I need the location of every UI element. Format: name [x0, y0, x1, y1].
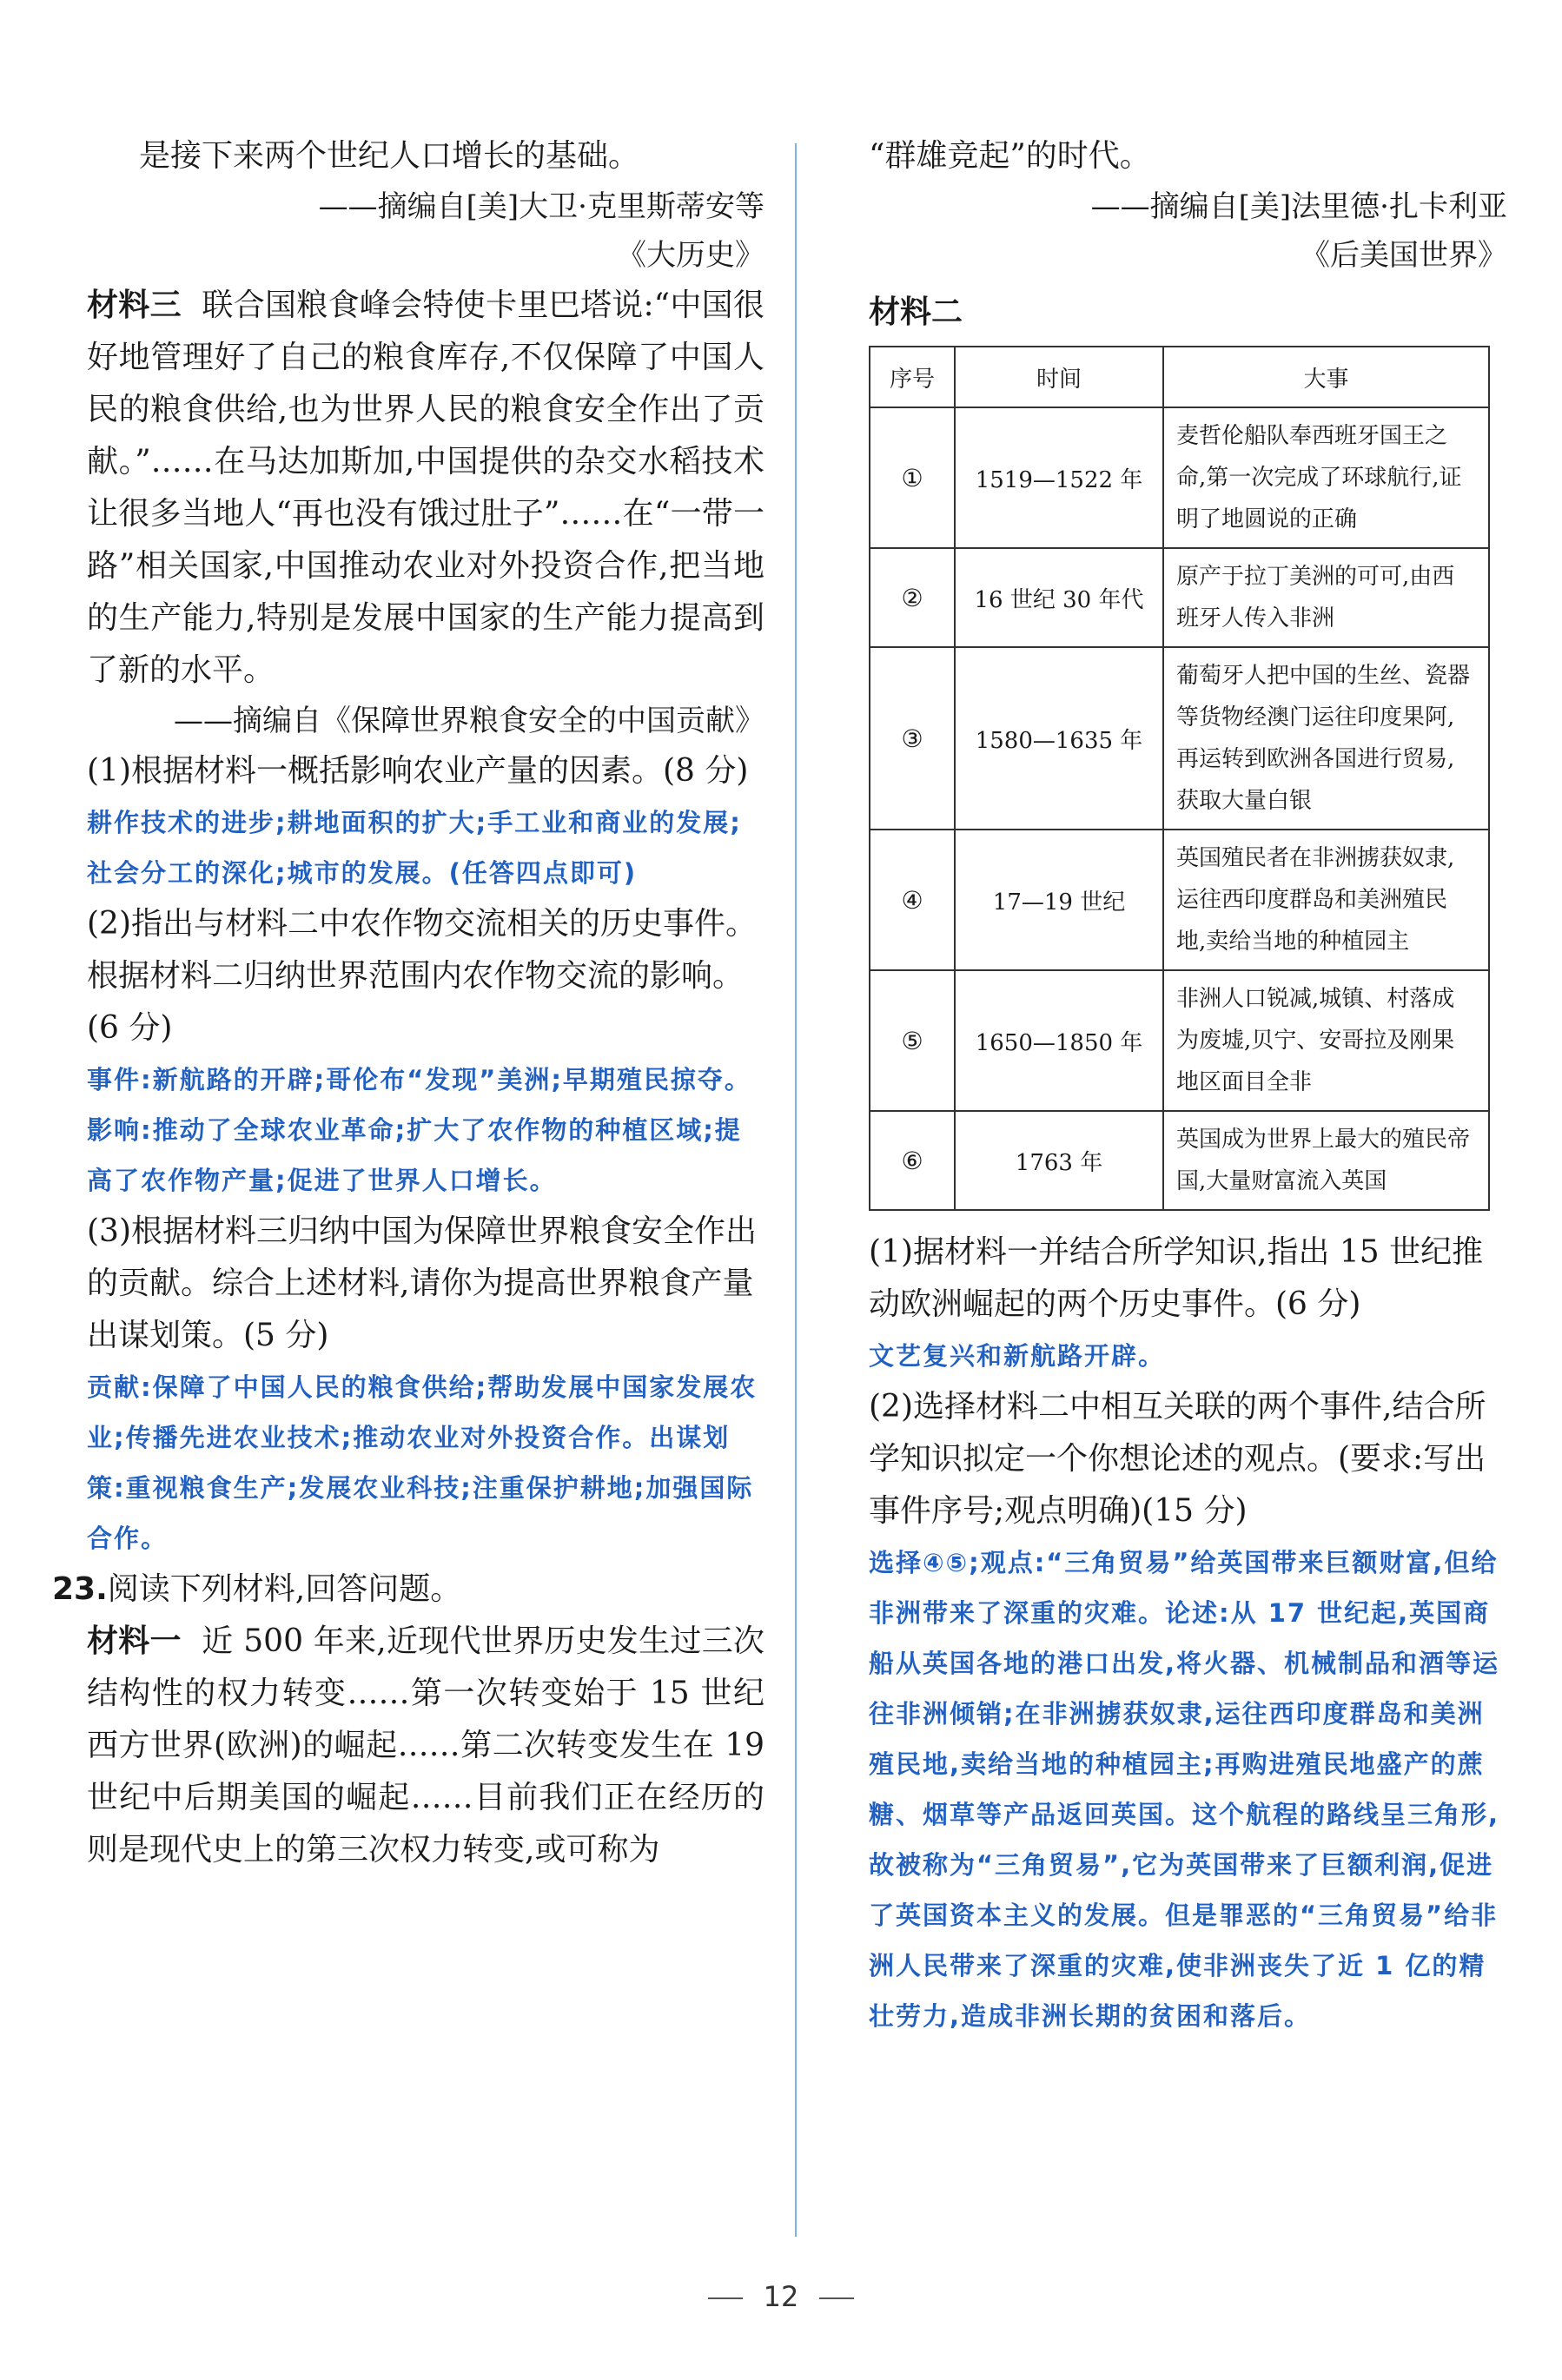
material-one-label: 材料一 [87, 1623, 182, 1659]
table-row [870, 830, 1489, 970]
table-row [870, 970, 1489, 1111]
answer-2: 事件:新航路的开辟;哥伦布“发现”美洲;早期殖民掠夺。影响:推动了全球农业革命;扩大了农作物的种植区域;提高了农作物产量;促进了世界人口增长。 [87, 1065, 751, 1195]
cell-index: ⑤ [870, 970, 955, 1111]
cell-event: 麦哲伦船队奉西班牙国王之命,第一次完成了环球航行,证明了地圆说的正确 [1163, 407, 1489, 548]
page-number-dash-left [708, 2297, 743, 2299]
material-three-label: 材料三 [87, 288, 182, 323]
cell-event: 葡萄牙人把中国的生丝、瓷器等货物经澳门运往印度果阿,再运转到欧洲各国进行贸易,获取大量白银 [1163, 647, 1489, 830]
left-column [52, 130, 764, 1876]
source-book-title: 《大历史》 [617, 238, 764, 273]
cell-index: ④ [870, 830, 955, 970]
cell-time: 16 世纪 30 年代 [955, 548, 1163, 647]
question-23-2: (2)选择材料二中相互关联的两个事件,结合所学知识拟定一个你想论述的观点。(要求:写出事件序号;观点明确)(15 分) [869, 1389, 1486, 1529]
material-three-text: 联合国粮食峰会特使卡里巴塔说:“中国很好地管理好了自己的粮食库存,不仅保障了中国人民的粮食供给,也为世界人民的粮食安全作出了贡献。”……在马达加斯加,中国提供的杂交水稻技术让很多当地人“再也没有饿过肚子”……在“一带一路”相关国家,中国推动农业对外投资合作,把当地的生产能力,特别是发展中国家的生产能力提高到了新的水平。 [87, 288, 764, 688]
question-23-title: 阅读下列材料,回答问题。 [107, 1571, 462, 1607]
events-table [869, 346, 1490, 1211]
cell-index: ① [870, 407, 955, 548]
source-attribution: ——摘编自[美]大卫·克里斯蒂安等 [318, 189, 764, 224]
question-number: 23. [52, 1571, 108, 1607]
answer-23-1: 文艺复兴和新航路开辟。 [869, 1341, 1166, 1371]
material-one-text: 近 500 年来,近现代世界历史发生过三次结构性的权力转变……第一次转变始于 15 世纪西方世界(欧洲)的崛起……第二次转变发生在 19 世纪中后期美国的崛起……目前我们正在经历的则是现代史上的第三次权力转变,或可称为 [87, 1623, 764, 1868]
answer-23-2: 选择④⑤;观点:“三角贸易”给英国带来巨额财富,但给非洲带来了深重的灾难。论述:从 17 世纪起,英国商船从英国各地的港口出发,将火器、机械制品和酒等运往非洲倾销;在非洲掳获奴隶,运往西印度群岛和美洲殖民地,卖给当地的种植园主;再购进殖民地盛产的蔗糖、烟草等产品返回英国。这个航程的路线呈三角形,故被称为“三角贸易”,它为英国带来了巨额利润,促进了英国资本主义的发展。但是罪恶的“三角贸易”给非洲人民带来了深重的灾难,使非洲丧失了近 1 亿的精壮劳力,造成非洲长期的贫困和落后。 [869, 1548, 1500, 2031]
cell-event: 英国成为世界上最大的殖民帝国,大量财富流入英国 [1163, 1111, 1489, 1210]
right-column [869, 130, 1507, 2041]
column-divider [795, 143, 797, 2237]
page-number-text: 12 [763, 2280, 799, 2313]
header-index: 序号 [870, 347, 955, 407]
header-time: 时间 [955, 347, 1163, 407]
cell-time: 1519—1522 年 [955, 407, 1163, 548]
cell-index: ② [870, 548, 955, 647]
source-attribution-3: ——摘编自《保障世界粮食安全的中国贡献》 [174, 704, 764, 738]
question-2: (2)指出与材料二中农作物交流相关的历史事件。根据材料二归纳世界范围内农作物交流的影响。(6 分) [87, 906, 757, 1046]
question-23-heading [52, 1564, 764, 1616]
table-header-row [870, 347, 1489, 407]
cell-time: 1580—1635 年 [955, 647, 1163, 830]
page-number [0, 2280, 1562, 2313]
source-attribution-right: ——摘编自[美]法里德·扎卡利亚 [1090, 189, 1507, 224]
cell-time: 1650—1850 年 [955, 970, 1163, 1111]
material-three [87, 280, 764, 697]
cell-event: 非洲人口锐减,城镇、村落成为废墟,贝宁、安哥拉及刚果地区面目全非 [1163, 970, 1489, 1111]
cell-time: 1763 年 [955, 1111, 1163, 1210]
question-1: (1)根据材料一概括影响农业产量的因素。(8 分) [87, 753, 749, 789]
cell-index: ③ [870, 647, 955, 830]
table-row [870, 647, 1489, 830]
source-book-title-right: 《后美国世界》 [1301, 238, 1507, 273]
table-row [870, 407, 1489, 548]
question-23-1: (1)据材料一并结合所学知识,指出 15 世纪推动欧洲崛起的两个历史事件。(6 分) [869, 1234, 1484, 1322]
cell-index: ⑥ [870, 1111, 955, 1210]
table-row [870, 548, 1489, 647]
header-event: 大事 [1163, 347, 1489, 407]
material-one [87, 1616, 764, 1876]
intro-line: 是接下来两个世纪人口增长的基础。 [139, 138, 640, 174]
question-3: (3)根据材料三归纳中国为保障世界粮食安全作出的贡献。综合上述材料,请你为提高世界粮食产量出谋划策。(5 分) [87, 1213, 757, 1353]
answer-3: 贡献:保障了中国人民的粮食供给;帮助发展中国家发展农业;传播先进农业技术;推动农业对外投资合作。出谋划策:重视粮食生产;发展农业科技;注重保护耕地;加强国际合作。 [87, 1372, 758, 1553]
continuation-line: “群雄竞起”的时代。 [869, 138, 1151, 174]
answer-1: 耕作技术的进步;耕地面积的扩大;手工业和商业的发展;社会分工的深化;城市的发展。(任答四点即可) [87, 808, 742, 888]
material-two-label: 材料二 [869, 294, 963, 330]
cell-event: 英国殖民者在非洲掳获奴隶,运往西印度群岛和美洲殖民地,卖给当地的种植园主 [1163, 830, 1489, 970]
cell-event: 原产于拉丁美洲的可可,由西班牙人传入非洲 [1163, 548, 1489, 647]
page-number-dash-right [819, 2297, 854, 2299]
table-row [870, 1111, 1489, 1210]
cell-time: 17—19 世纪 [955, 830, 1163, 970]
